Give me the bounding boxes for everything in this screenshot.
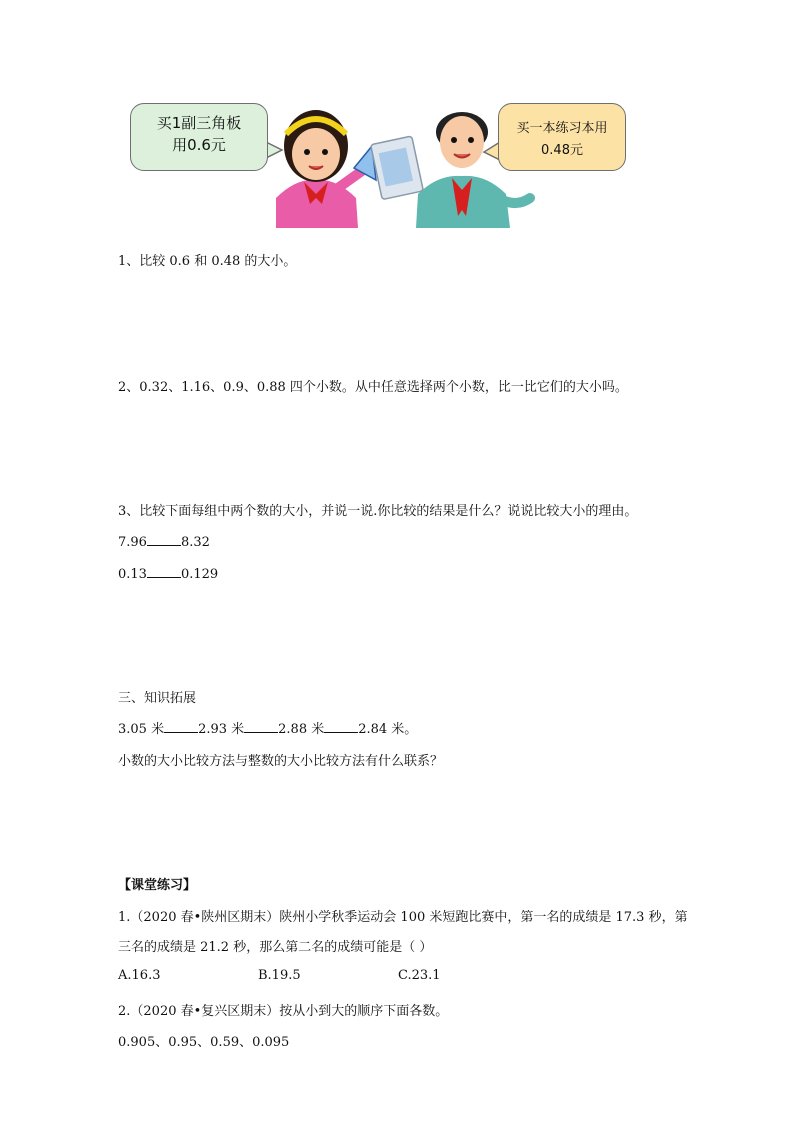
ordering-value-1: 3.05 米 — [118, 722, 165, 737]
compare-row-2 — [118, 564, 218, 582]
practice-2-numbers: 0.905、0.95、0.59、0.095 — [118, 1035, 290, 1050]
section-heading-knowledge-extension: 三、知识拓展 — [118, 691, 197, 706]
compare-row-1-right: 8.32 — [180, 535, 210, 550]
compare-row-1 — [118, 532, 210, 550]
compare-row-2-left: 0.13 — [118, 567, 147, 582]
answer-blank[interactable] — [244, 719, 278, 733]
practice-1-line2: 三名的成绩是 21.2 秒，那么第二名的成绩可能是（ ） — [118, 940, 433, 955]
girl-speech-line2: 用0.6元 — [172, 136, 226, 154]
question-3: 3、比较下面每组中两个数的大小，并说一说.你比较的结果是什么？说说比较大小的理由。 — [118, 504, 638, 519]
compare-row-1-left: 7.96 — [118, 535, 147, 550]
question-1: 1、比较 0.6 和 0.48 的大小。 — [118, 254, 297, 269]
answer-blank[interactable] — [324, 719, 358, 733]
question-2: 2、0.32、1.16、0.9、0.88 四个小数。从中任意选择两个小数，比一比它们的大小吗。 — [118, 380, 628, 395]
option-a: A.16.3 — [118, 968, 161, 983]
girl-speech-bubble — [130, 103, 268, 171]
boy-speech-line1: 买一本练习本用 — [516, 121, 608, 136]
compare-row-2-right: 0.129 — [180, 567, 219, 582]
practice-1-line1: 1.（2020 春•陕州区期末）陕州小学秋季运动会 100 米短跑比赛中，第一名的成绩是 17.3 秒，第 — [118, 910, 688, 925]
practice-heading: 【课堂练习】 — [118, 878, 197, 893]
boy-speech-line2: 0.48元 — [541, 143, 583, 158]
girl-figure — [276, 110, 376, 228]
ordering-value-3: 2.88 米 — [278, 722, 325, 737]
section3-question: 小数的大小比较方法与整数的大小比较方法有什么联系？ — [118, 754, 444, 769]
practice-2: 2.（2020 春•复兴区期末）按从小到大的顺序下面各数。 — [118, 1004, 449, 1019]
girl-speech-line1: 买1副三角板 — [156, 114, 242, 132]
ordering-row — [118, 718, 417, 737]
ordering-value-4: 2.84 米。 — [358, 722, 418, 737]
option-b: B.19.5 — [258, 968, 301, 983]
boy-speech-bubble — [498, 103, 626, 171]
answer-blank[interactable] — [147, 564, 181, 578]
ordering-value-2: 2.93 米 — [198, 722, 245, 737]
answer-blank[interactable] — [147, 532, 181, 546]
answer-blank[interactable] — [164, 719, 198, 733]
option-c: C.23.1 — [398, 968, 441, 983]
